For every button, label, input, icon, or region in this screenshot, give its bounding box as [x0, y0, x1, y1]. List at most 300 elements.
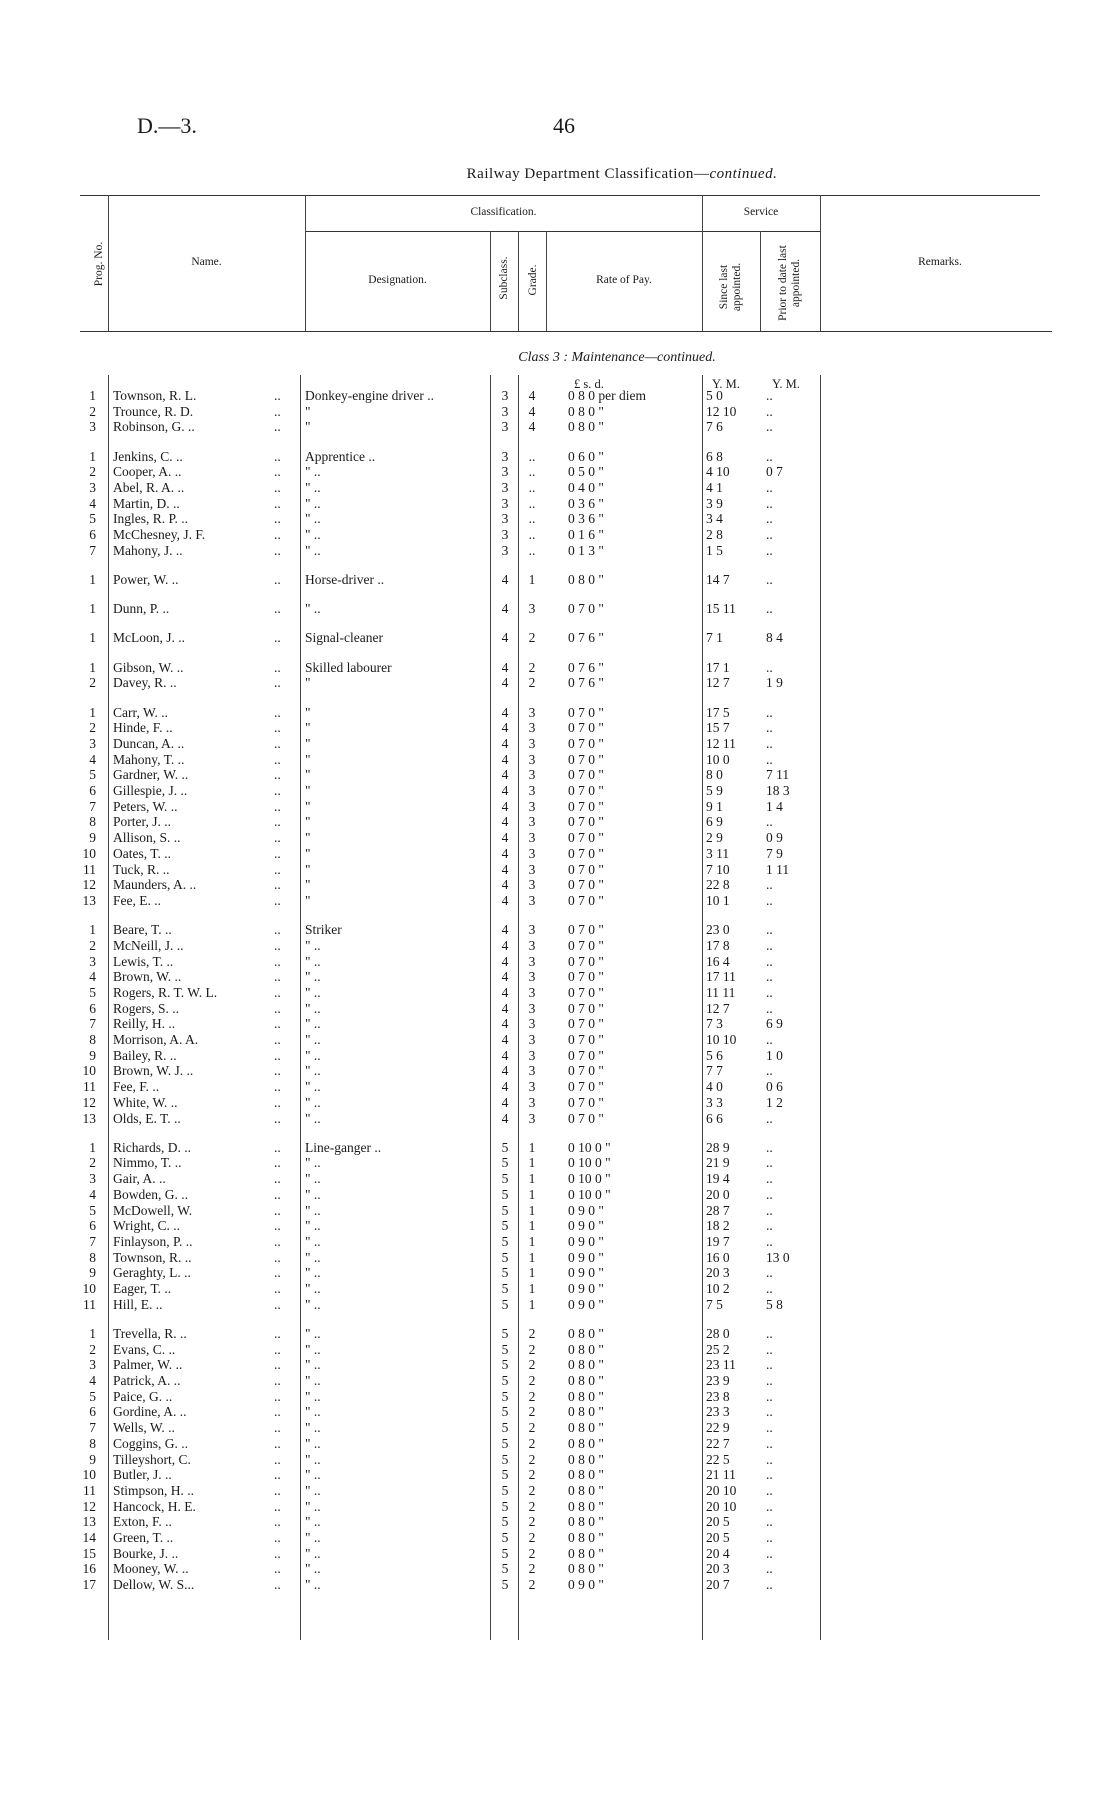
prog-no: 6 — [89, 1404, 96, 1420]
subclass: 5 — [501, 1155, 509, 1171]
grade: 1 — [528, 1171, 536, 1187]
rate-of-pay: 0 8 0 " — [568, 1545, 604, 1561]
service-since: 23 8 — [706, 1388, 730, 1404]
grade: 3 — [528, 1016, 536, 1032]
prog-no: 2 — [89, 720, 96, 736]
designation: " .. — [305, 1514, 321, 1530]
service-prior: .. — [766, 480, 773, 495]
employee-name: Geraghty, L. .. — [113, 1265, 191, 1281]
body-col-divider — [300, 375, 301, 1640]
rate-of-pay: 0 7 0 " — [568, 814, 604, 830]
employee-name: Eager, T. .. — [113, 1281, 172, 1296]
employee-name: Power, W. .. — [113, 572, 179, 587]
employee-name: Hinde, F. .. — [113, 720, 173, 736]
subclass: 4 — [501, 1079, 509, 1095]
subclass: 4 — [501, 1032, 509, 1047]
col-header-remarks: Remarks. — [918, 256, 962, 268]
grade: 2 — [528, 1545, 536, 1561]
employee-name: Mahony, J. .. — [113, 542, 183, 558]
rate-of-pay: 0 9 0 " — [568, 1577, 604, 1593]
designation: " .. — [305, 984, 321, 1000]
employee-name: Coggins, G. .. — [113, 1435, 189, 1451]
rate-of-pay: 0 8 0 " — [568, 1482, 604, 1498]
grade: 1 — [528, 1249, 536, 1265]
leader-dots: .. — [274, 511, 281, 527]
employee-name: Tilleyshort, C. — [113, 1451, 191, 1467]
employee-name: Mooney, W. .. — [113, 1561, 189, 1577]
grade: .. — [528, 542, 536, 558]
service-prior: .. — [766, 1451, 773, 1467]
service-prior: 1 0 — [766, 1047, 783, 1063]
rate-of-pay: 0 7 6 " — [568, 630, 604, 646]
employee-name: Gardner, W. .. — [113, 767, 189, 783]
designation: " .. — [305, 1171, 321, 1187]
col-header-prior-to-date: Prior to date last appointed. — [777, 245, 802, 321]
prog-no: 10 — [82, 1467, 96, 1483]
employee-name: Abel, R. A. .. — [113, 480, 185, 495]
designation: " — [305, 798, 311, 814]
subclass: 4 — [501, 1047, 509, 1063]
service-prior: .. — [766, 1202, 773, 1218]
designation: " .. — [305, 1063, 321, 1079]
leader-dots: .. — [274, 495, 281, 511]
employee-name: Dunn, P. .. — [113, 601, 170, 617]
prog-no: 9 — [89, 830, 96, 846]
grade: 2 — [528, 1577, 536, 1593]
leader-dots: .. — [274, 1186, 281, 1202]
leader-dots: .. — [274, 601, 281, 617]
service-prior: .. — [766, 1357, 773, 1373]
employee-name: Carr, W. .. — [113, 704, 168, 720]
rate-of-pay: 0 7 0 " — [568, 969, 604, 985]
subclass: 5 — [501, 1435, 509, 1451]
employee-name: Robinson, G. .. — [113, 419, 195, 435]
prog-no: 4 — [89, 1373, 96, 1388]
service-since: 3 3 — [706, 1094, 723, 1110]
designation: Line-ganger .. — [305, 1139, 382, 1155]
rate-of-pay: 0 7 0 " — [568, 783, 604, 798]
subclass: 4 — [501, 830, 509, 846]
grade: 3 — [528, 877, 536, 893]
subclass: 4 — [501, 984, 509, 1000]
designation: " .. — [305, 1373, 321, 1388]
service-since: 1 5 — [706, 542, 723, 558]
employee-name: Wright, C. .. — [113, 1218, 180, 1234]
subclass: 5 — [501, 1281, 509, 1296]
subclass: 4 — [501, 751, 509, 767]
prog-no: 7 — [89, 1420, 96, 1436]
grade: 2 — [528, 630, 536, 646]
employee-name: Patrick, A. .. — [113, 1373, 181, 1388]
leader-dots: .. — [274, 969, 281, 985]
service-since: 23 0 — [706, 922, 730, 938]
prog-no: 3 — [89, 1357, 96, 1373]
subclass: 4 — [501, 937, 509, 953]
leader-dots: .. — [274, 953, 281, 969]
rate-of-pay: 0 7 0 " — [568, 751, 604, 767]
designation: " — [305, 735, 311, 751]
designation: " — [305, 403, 311, 419]
subclass: 5 — [501, 1388, 509, 1404]
service-since: 28 9 — [706, 1139, 730, 1155]
employee-name: McLoon, J. .. — [113, 630, 185, 646]
employee-name: Trevella, R. .. — [113, 1325, 187, 1341]
prog-no: 1 — [89, 448, 96, 464]
prog-no: 6 — [89, 527, 96, 543]
rate-of-pay: 0 8 0 " — [568, 1404, 604, 1420]
service-since: 22 8 — [706, 877, 730, 893]
rate-of-pay: 0 7 0 " — [568, 798, 604, 814]
leader-dots: .. — [274, 1047, 281, 1063]
leader-dots: .. — [274, 1404, 281, 1420]
employee-name: Peters, W. .. — [113, 798, 178, 814]
grade: 3 — [528, 984, 536, 1000]
prog-no: 2 — [89, 464, 96, 480]
service-since: 17 8 — [706, 937, 730, 953]
prior-units: Y. M. — [772, 377, 800, 391]
rate-of-pay: 0 8 0 " — [568, 1498, 604, 1514]
subclass: 4 — [501, 1063, 509, 1079]
service-since: 12 7 — [706, 675, 730, 691]
service-prior: .. — [766, 984, 773, 1000]
col-header-subclass: Subclass. — [498, 256, 510, 300]
prog-no: 4 — [89, 1186, 96, 1202]
rate-of-pay: 0 1 6 " — [568, 527, 604, 543]
rate-of-pay: 0 8 0 " — [568, 572, 604, 587]
service-prior: .. — [766, 1032, 773, 1047]
designation: " .. — [305, 937, 321, 953]
rate-of-pay: 0 6 0 " — [568, 448, 604, 464]
service-prior: .. — [766, 877, 773, 893]
designation: " .. — [305, 1404, 321, 1420]
employee-name: Olds, E. T. .. — [113, 1110, 181, 1126]
service-since: 2 9 — [706, 830, 723, 846]
service-since: 12 11 — [706, 735, 736, 751]
rate-of-pay: 0 8 0 " — [568, 1451, 604, 1467]
subclass: 4 — [501, 630, 509, 646]
leader-dots: .. — [274, 1325, 281, 1341]
subclass: 4 — [501, 675, 509, 691]
service-since: 21 9 — [706, 1155, 730, 1171]
service-since: 3 9 — [706, 495, 723, 511]
designation: " .. — [305, 1094, 321, 1110]
rate-of-pay: 0 7 6 " — [568, 675, 604, 691]
prog-no: 15 — [82, 1545, 96, 1561]
prog-no: 14 — [82, 1530, 96, 1545]
leader-dots: .. — [274, 388, 281, 403]
rate-of-pay: 0 7 0 " — [568, 720, 604, 736]
rate-of-pay: 0 7 0 " — [568, 1032, 604, 1047]
leader-dots: .. — [274, 1482, 281, 1498]
rate-of-pay: 0 8 0 " — [568, 403, 604, 419]
service-since: 12 7 — [706, 1000, 730, 1016]
rate-of-pay: 0 9 0 " — [568, 1296, 604, 1312]
grade: 2 — [528, 1451, 536, 1467]
service-prior: 7 9 — [766, 845, 783, 861]
leader-dots: .. — [274, 1545, 281, 1561]
subclass: 5 — [501, 1171, 509, 1187]
rate-of-pay: 0 1 3 " — [568, 542, 604, 558]
prog-no: 3 — [89, 953, 96, 969]
subclass: 5 — [501, 1341, 509, 1357]
grade: 3 — [528, 1063, 536, 1079]
prog-no: 4 — [89, 495, 96, 511]
leader-dots: .. — [274, 1498, 281, 1514]
leader-dots: .. — [274, 675, 281, 691]
grade: 3 — [528, 861, 536, 877]
prog-no: 9 — [89, 1451, 96, 1467]
rate-of-pay: 0 7 0 " — [568, 877, 604, 893]
rate-of-pay: 0 7 0 " — [568, 1016, 604, 1032]
service-since: 10 10 — [706, 1032, 737, 1047]
service-since: 10 2 — [706, 1281, 730, 1296]
rate-of-pay: 0 7 0 " — [568, 984, 604, 1000]
employee-name: Exton, F. .. — [113, 1514, 172, 1530]
grade: 3 — [528, 1000, 536, 1016]
service-prior: .. — [766, 1265, 773, 1281]
service-since: 4 10 — [706, 464, 730, 480]
designation: " — [305, 675, 311, 691]
leader-dots: .. — [274, 1577, 281, 1593]
grade: 2 — [528, 1420, 536, 1436]
class-heading: Class 3 : Maintenance—continued. — [518, 350, 716, 365]
prog-no: 7 — [89, 1016, 96, 1032]
grade: 1 — [528, 1202, 536, 1218]
subclass: 4 — [501, 720, 509, 736]
employee-name: Butler, J. .. — [113, 1467, 172, 1483]
service-since: 10 0 — [706, 751, 730, 767]
service-prior: .. — [766, 1373, 773, 1388]
service-prior: .. — [766, 1530, 773, 1545]
designation: " .. — [305, 1530, 321, 1545]
designation: " — [305, 814, 311, 830]
subclass: 4 — [501, 845, 509, 861]
header-bottom-rule — [80, 331, 1052, 332]
rate-of-pay: 0 7 0 " — [568, 735, 604, 751]
grade: 2 — [528, 1388, 536, 1404]
employee-name: Morrison, A. A. — [113, 1032, 199, 1047]
rate-of-pay: 0 8 0 " — [568, 1561, 604, 1577]
rate-of-pay: 0 10 0 " — [568, 1139, 611, 1155]
service-prior: 0 9 — [766, 830, 783, 846]
header-mid-rule — [305, 231, 820, 232]
service-prior: 13 0 — [766, 1249, 790, 1265]
designation: " .. — [305, 1032, 321, 1047]
service-prior: 1 11 — [766, 861, 790, 877]
header-top-rule — [80, 195, 1040, 196]
leader-dots: .. — [274, 1079, 281, 1095]
grade: 1 — [528, 1218, 536, 1234]
prog-no: 2 — [89, 675, 96, 691]
prog-no: 11 — [83, 861, 96, 877]
service-prior: .. — [766, 1561, 773, 1577]
grade: .. — [528, 495, 536, 511]
rate-of-pay: 0 7 0 " — [568, 1110, 604, 1126]
grade: 2 — [528, 659, 536, 675]
leader-dots: .. — [274, 1296, 281, 1312]
lsd-units: £ s. d. — [574, 377, 604, 391]
col-header-grade: Grade. — [527, 264, 539, 296]
designation: " .. — [305, 1000, 321, 1016]
designation: " .. — [305, 1079, 321, 1095]
prog-no: 1 — [89, 922, 96, 938]
leader-dots: .. — [274, 1341, 281, 1357]
grade: 3 — [528, 1047, 536, 1063]
grade: 1 — [528, 1265, 536, 1281]
rate-of-pay: 0 7 0 " — [568, 953, 604, 969]
prog-no: 10 — [82, 845, 96, 861]
service-since: 5 9 — [706, 783, 723, 798]
service-prior: .. — [766, 527, 773, 543]
subclass: 5 — [501, 1545, 509, 1561]
leader-dots: .. — [274, 1016, 281, 1032]
prog-no: 5 — [89, 767, 96, 783]
service-prior: .. — [766, 388, 773, 403]
service-prior: .. — [766, 542, 773, 558]
designation: " .. — [305, 1420, 321, 1436]
leader-dots: .. — [274, 1561, 281, 1577]
designation: " .. — [305, 1498, 321, 1514]
service-since: 7 5 — [706, 1296, 723, 1312]
leader-dots: .. — [274, 1357, 281, 1373]
service-prior: .. — [766, 1341, 773, 1357]
service-prior: .. — [766, 1420, 773, 1436]
leader-dots: .. — [274, 798, 281, 814]
service-prior: .. — [766, 814, 773, 830]
service-since: 22 7 — [706, 1435, 730, 1451]
service-prior: .. — [766, 1171, 773, 1187]
grade: 3 — [528, 601, 536, 617]
designation: " — [305, 751, 311, 767]
grade: 2 — [528, 1404, 536, 1420]
prog-no: 4 — [89, 751, 96, 767]
prog-no: 13 — [82, 1514, 96, 1530]
leader-dots: .. — [274, 1155, 281, 1171]
designation: " .. — [305, 953, 321, 969]
service-prior: .. — [766, 751, 773, 767]
subclass: 3 — [501, 495, 509, 511]
rate-of-pay: 0 7 0 " — [568, 922, 604, 938]
service-prior: .. — [766, 892, 773, 908]
rate-of-pay: 0 4 0 " — [568, 480, 604, 495]
leader-dots: .. — [274, 892, 281, 908]
service-since: 17 5 — [706, 704, 730, 720]
prog-no: 5 — [89, 1388, 96, 1404]
designation: Donkey-engine driver .. — [305, 388, 434, 403]
service-since: 17 1 — [706, 659, 730, 675]
subclass: 3 — [501, 388, 509, 403]
service-since: 7 6 — [706, 419, 723, 435]
leader-dots: .. — [274, 861, 281, 877]
subclass: 5 — [501, 1482, 509, 1498]
designation: " — [305, 892, 311, 908]
employee-name: Gair, A. .. — [113, 1171, 166, 1187]
designation: " .. — [305, 1341, 321, 1357]
rate-of-pay: 0 7 0 " — [568, 1047, 604, 1063]
employee-name: Townson, R. L. — [113, 388, 197, 403]
rate-of-pay: 0 8 0 " — [568, 1388, 604, 1404]
prog-no: 1 — [89, 388, 96, 403]
prog-no: 16 — [82, 1561, 96, 1577]
designation: " .. — [305, 601, 321, 617]
service-prior: .. — [766, 1577, 773, 1593]
designation: " — [305, 861, 311, 877]
designation: " .. — [305, 511, 321, 527]
col-divider — [518, 231, 519, 331]
employee-name: Gordine, A. .. — [113, 1404, 187, 1420]
subclass: 4 — [501, 953, 509, 969]
employee-name: Stimpson, H. .. — [113, 1482, 195, 1498]
employee-name: Fee, E. .. — [113, 892, 161, 908]
leader-dots: .. — [274, 403, 281, 419]
service-since: 22 9 — [706, 1420, 730, 1436]
grade: 4 — [528, 403, 536, 419]
leader-dots: .. — [274, 1233, 281, 1249]
employee-name: Jenkins, C. .. — [113, 448, 183, 464]
subclass: 5 — [501, 1577, 509, 1593]
prog-no: 3 — [89, 735, 96, 751]
service-prior: 18 3 — [766, 783, 790, 798]
employee-name: Dellow, W. S... — [113, 1577, 195, 1593]
rate-of-pay: 0 7 0 " — [568, 767, 604, 783]
grade: .. — [528, 511, 536, 527]
designation: Striker — [305, 922, 342, 938]
designation: " .. — [305, 969, 321, 985]
designation: " .. — [305, 1110, 321, 1126]
employee-name: Maunders, A. .. — [113, 877, 197, 893]
service-prior: .. — [766, 1281, 773, 1296]
designation: " — [305, 845, 311, 861]
subclass: 4 — [501, 659, 509, 675]
service-prior: .. — [766, 1218, 773, 1234]
employee-name: Richards, D. .. — [113, 1139, 191, 1155]
rate-of-pay: 0 9 0 " — [568, 1218, 604, 1234]
employee-name: Evans, C. .. — [113, 1341, 176, 1357]
service-since: 14 7 — [706, 572, 730, 587]
subclass: 4 — [501, 783, 509, 798]
designation: Signal-cleaner — [305, 630, 383, 646]
col-divider — [820, 195, 821, 331]
service-prior: .. — [766, 495, 773, 511]
rate-of-pay: 0 5 0 " — [568, 464, 604, 480]
designation: " — [305, 830, 311, 846]
subclass: 4 — [501, 861, 509, 877]
col-header-classification: Classification. — [470, 206, 537, 218]
designation: Horse-driver .. — [305, 572, 385, 587]
service-since: 15 7 — [706, 720, 730, 736]
prog-no: 11 — [83, 1079, 96, 1095]
prog-no: 8 — [89, 1032, 96, 1047]
designation: " — [305, 783, 311, 798]
service-prior: .. — [766, 953, 773, 969]
designation: " .. — [305, 1435, 321, 1451]
rate-of-pay: 0 8 0 " — [568, 1325, 604, 1341]
body-col-divider — [108, 375, 109, 1640]
subclass: 3 — [501, 448, 509, 464]
designation: Apprentice .. — [305, 448, 376, 464]
leader-dots: .. — [274, 984, 281, 1000]
subclass: 5 — [501, 1249, 509, 1265]
designation: " .. — [305, 495, 321, 511]
prog-no: 1 — [89, 704, 96, 720]
service-prior: .. — [766, 1110, 773, 1126]
service-prior: .. — [766, 1545, 773, 1561]
service-since: 5 0 — [706, 388, 723, 403]
rate-of-pay: 0 7 0 " — [568, 1094, 604, 1110]
service-prior: .. — [766, 937, 773, 953]
prog-no: 1 — [89, 1325, 96, 1341]
subclass: 5 — [501, 1498, 509, 1514]
